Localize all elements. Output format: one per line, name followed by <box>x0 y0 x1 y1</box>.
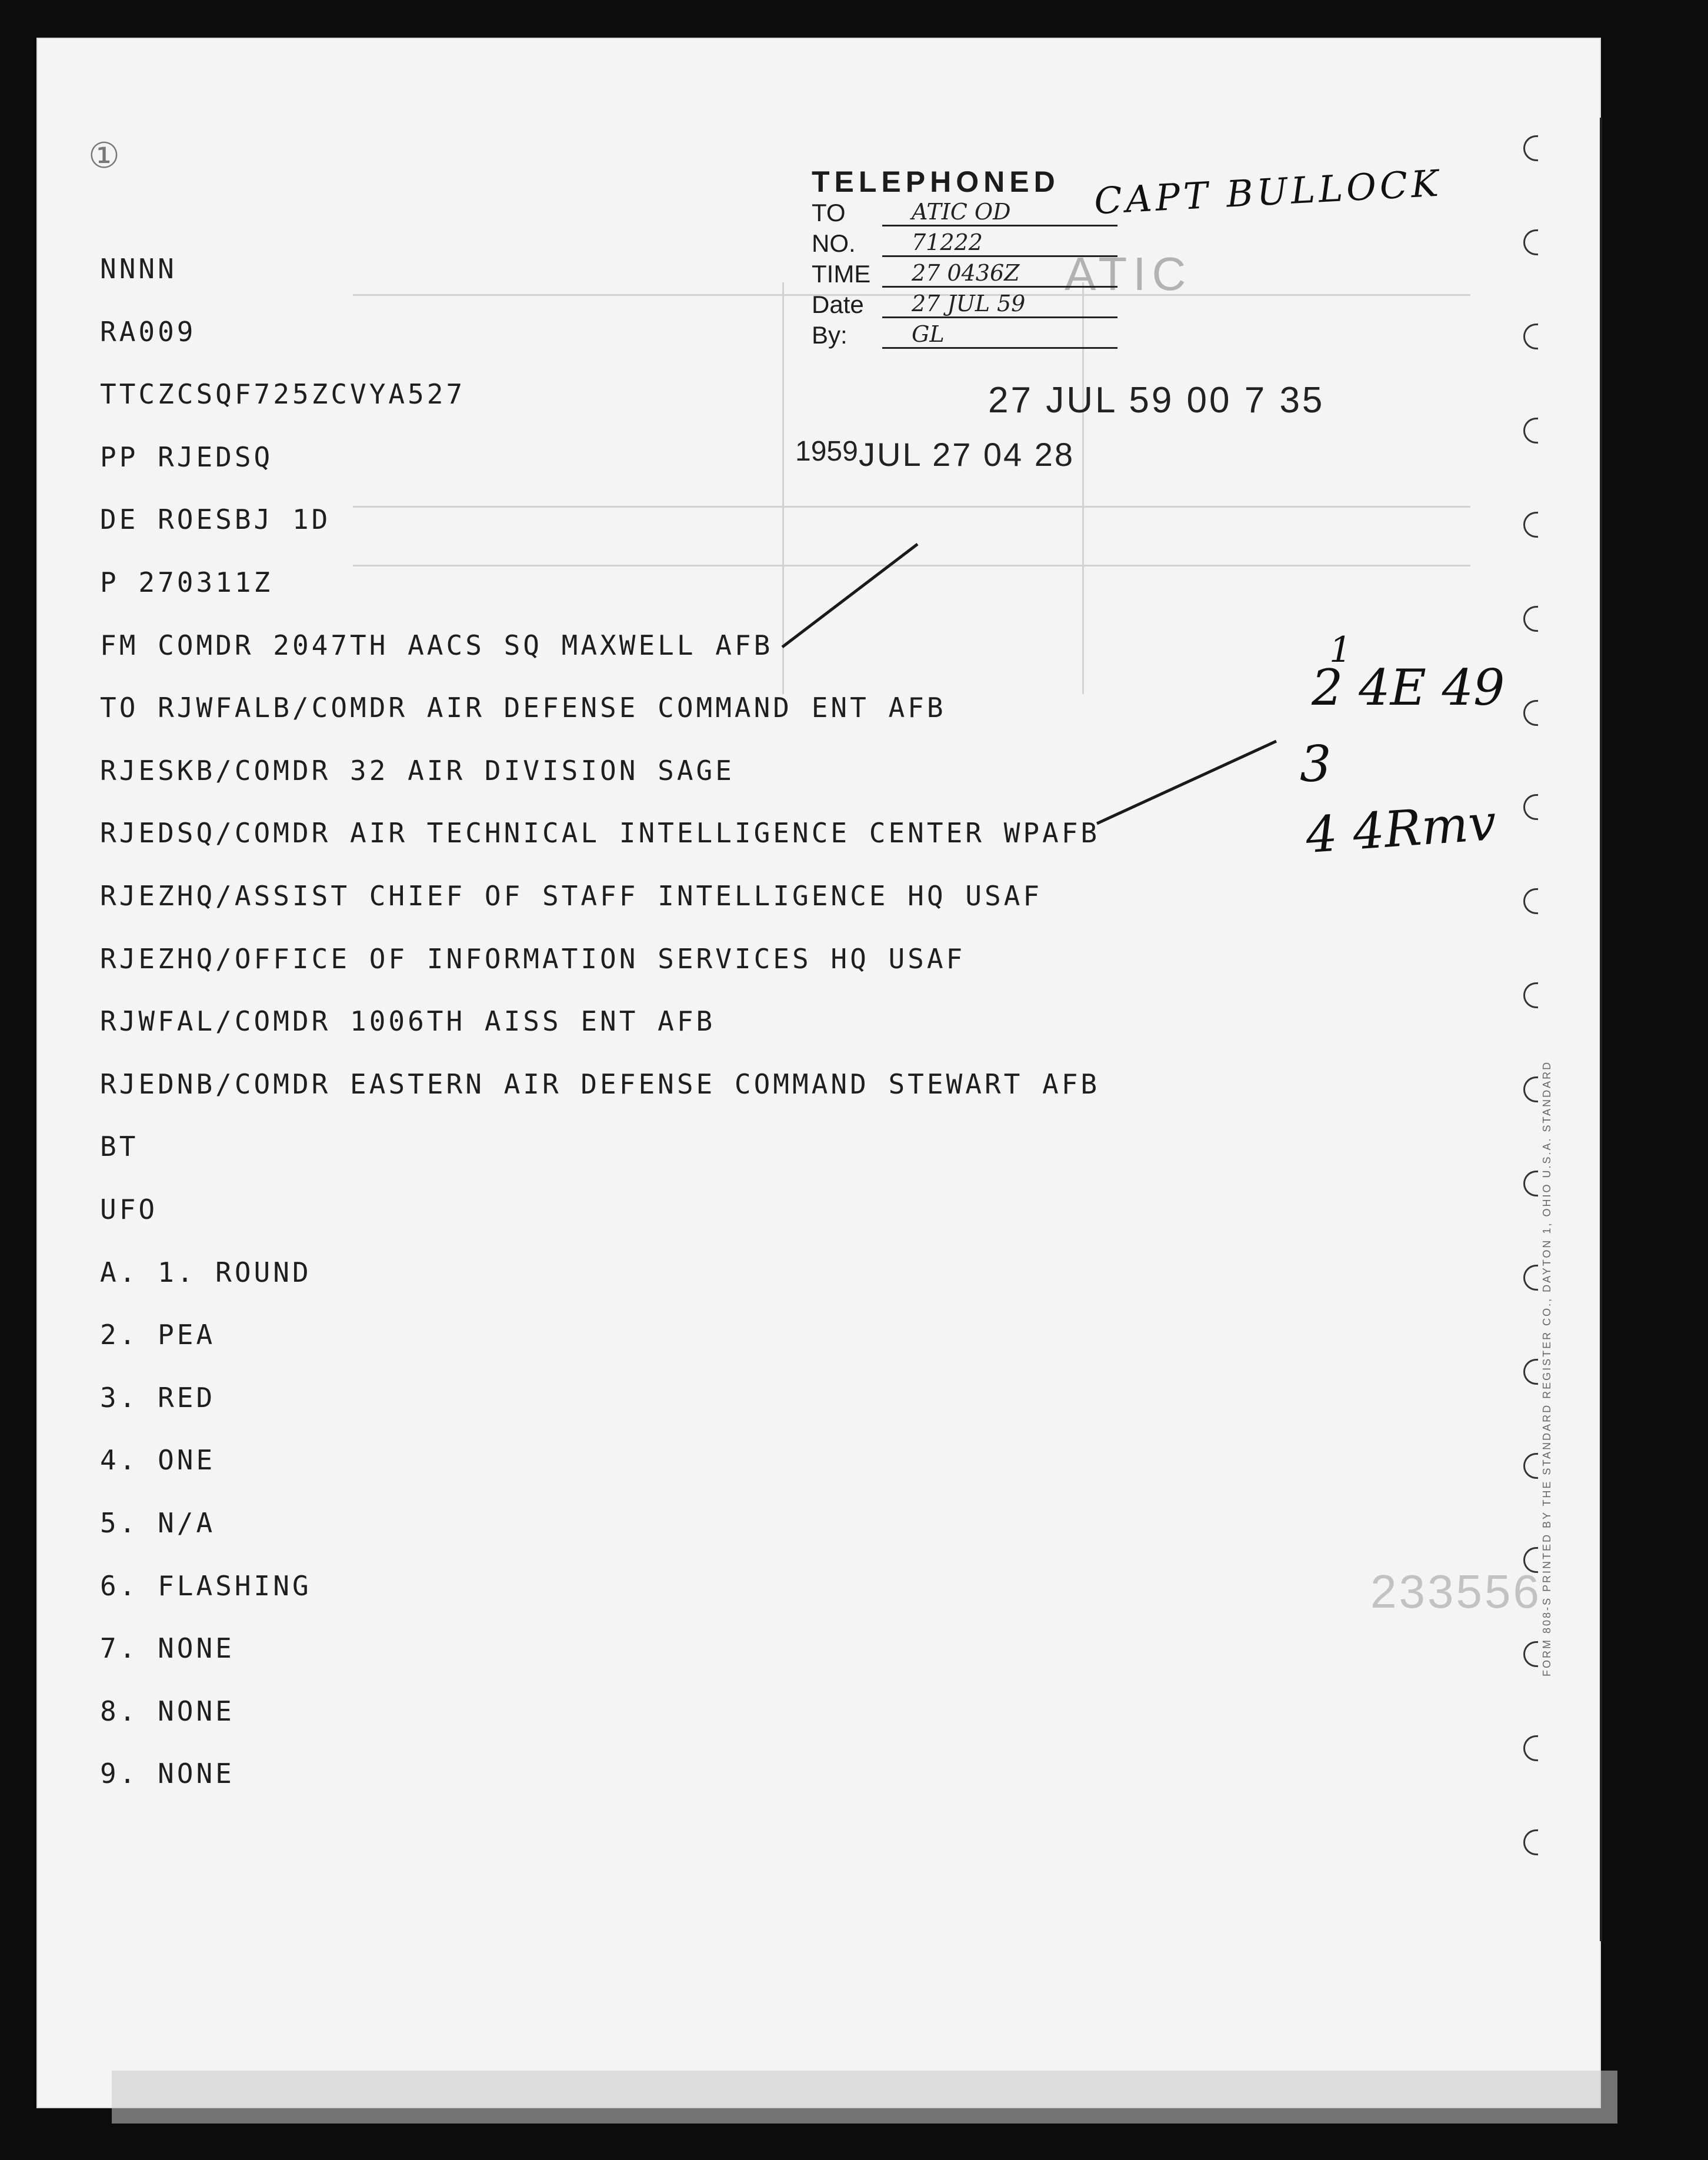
serial-number-faint: 233556 <box>1370 1565 1542 1618</box>
stamp-value: 27 0436Z <box>882 260 1117 288</box>
stamp-label: By: <box>812 321 848 349</box>
handwritten-routing-1: 1 <box>1329 629 1352 671</box>
message-line: TTCZCSQF725ZCVYA527 <box>100 378 466 410</box>
message-line: FM COMDR 2047TH AACS SQ MAXWELL AFB <box>100 629 773 661</box>
message-line: RJESKB/COMDR 32 AIR DIVISION SAGE <box>100 755 735 786</box>
pen-stroke <box>1097 741 1276 824</box>
message-line: DE ROESBJ 1D <box>100 504 331 535</box>
message-line: 8. NONE <box>100 1695 235 1727</box>
received-stamp-2: JUL 27 04 28 <box>859 436 1075 473</box>
handwritten-routing-4: 4 4Rmv <box>1303 793 1498 865</box>
message-line: 3. RED <box>100 1382 216 1414</box>
stamp-value: GL <box>882 321 1117 349</box>
message-line: 9. NONE <box>100 1758 235 1789</box>
received-stamp-1: 27 JUL 59 00 7 35 <box>988 380 1325 421</box>
message-line: RA009 <box>100 316 196 348</box>
stamp-value: 71222 <box>882 229 1117 257</box>
message-line: BT <box>100 1131 139 1162</box>
message-line: 2. PEA <box>100 1319 216 1351</box>
handwritten-routing-2: 2 4E 49 <box>1312 659 1505 716</box>
stamp-value: 27 JUL 59 <box>882 291 1117 318</box>
message-line: NNNN <box>100 253 177 285</box>
corner-mark: ① <box>88 135 120 176</box>
received-stamp-2-year: 1959 <box>795 436 858 467</box>
message-line: RJEDSQ/COMDR AIR TECHNICAL INTELLIGENCE CENTER WPAFB <box>100 817 1100 849</box>
atic-watermark: ATIC <box>1065 248 1192 300</box>
pen-stroke <box>782 544 918 647</box>
message-line: UFO <box>100 1194 158 1225</box>
message-line: P 270311Z <box>100 566 273 598</box>
stamp-value: ATIC OD <box>882 199 1117 226</box>
message-line: 7. NONE <box>100 1632 235 1664</box>
stamp-title: TELEPHONED <box>812 165 1060 198</box>
stamp-label: TIME <box>812 260 871 288</box>
handwritten-routing-3: 3 <box>1300 735 1332 793</box>
stamp-label: TO <box>812 199 846 226</box>
stamp-label: Date <box>812 291 864 318</box>
message-line: PP RJEDSQ <box>100 441 273 473</box>
message-line: RJEZHQ/ASSIST CHIEF OF STAFF INTELLIGENCE HQ USAF <box>100 880 1043 912</box>
message-line: 5. N/A <box>100 1507 216 1539</box>
message-line: RJWFAL/COMDR 1006TH AISS ENT AFB <box>100 1005 716 1037</box>
message-line: TO RJWFALB/COMDR AIR DEFENSE COMMAND ENT AFB <box>100 692 946 724</box>
message-line: 6. FLASHING <box>100 1570 312 1602</box>
stamp-label: NO. <box>812 229 856 257</box>
handwritten-capt-bullock: CAPT BULLOCK <box>1093 161 1443 223</box>
message-line: 4. ONE <box>100 1444 216 1476</box>
message-line: RJEZHQ/OFFICE OF INFORMATION SERVICES HQ USAF <box>100 943 966 975</box>
message-line: RJEDNB/COMDR EASTERN AIR DEFENSE COMMAND STEWART AFB <box>100 1068 1100 1100</box>
message-line: A. 1. ROUND <box>100 1256 312 1288</box>
form-side-text: FORM 808-S PRINTED BY THE STANDARD REGISTER CO., DAYTON 1, OHIO U.S.A. STANDARD <box>1541 1060 1553 1676</box>
